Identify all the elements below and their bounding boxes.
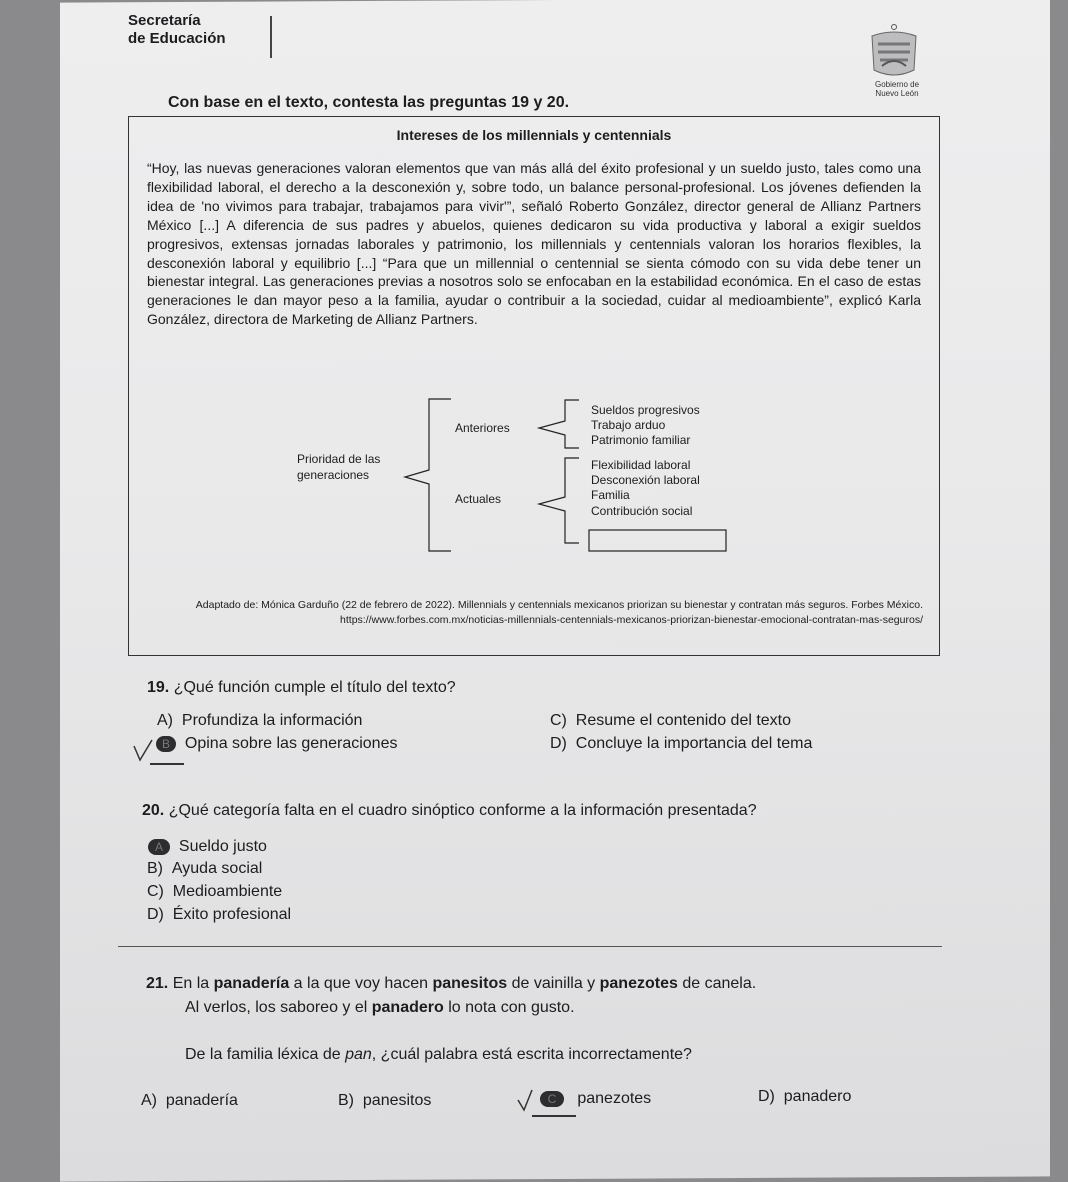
q21-option-a[interactable]: A) panadería (141, 1092, 238, 1109)
diagram-root-line1: Prioridad de las (297, 452, 381, 466)
diagram-main-brace (405, 399, 451, 551)
q20-option-a[interactable]: A Sueldo justo (148, 838, 267, 856)
q19-option-c[interactable]: C) Resume el contenido del texto (550, 712, 792, 729)
reading-box (128, 116, 940, 656)
question-19: 19. ¿Qué función cumple el título del texto? (147, 679, 456, 696)
q19-option-b[interactable]: B Opina sobre las generaciones (156, 735, 397, 753)
instruction: Con base en el texto, contesta las preguntas 19 y 20. (168, 94, 570, 111)
diagram-item: Contribución social (591, 504, 693, 518)
diagram-root-line2: generaciones (297, 468, 370, 482)
q20-option-b[interactable]: B) Ayuda social (147, 860, 263, 877)
section-divider (118, 946, 942, 947)
source-citation: Adaptado de: Mónica Garduño (22 de febrero de 2022). Millennials y centennials mexicanos priorizan su bienestar y contratan más seguros. Forbes México. https://www.forbes.com.mx/noticias-millennials-centennials-mexicanos-priorizan-bienestar-emocional-contratan-mas-seguros/ (195, 599, 923, 626)
diagram-brace-actuales (539, 458, 579, 543)
filled-bubble: C (540, 1091, 564, 1107)
diagram-item: Sueldos progresivos (591, 403, 700, 417)
question-20: 20. ¿Qué categoría falta en el cuadro sinóptico conforme a la información presentada? (142, 802, 757, 819)
diagram-brace-anteriores (539, 400, 579, 448)
diagram-item: Flexibilidad laboral (591, 458, 691, 472)
q21-option-d[interactable]: D) panadero (758, 1088, 852, 1105)
header-secretaria: Secretaría (128, 12, 201, 29)
state-seal-logo (858, 22, 928, 82)
logo-caption: Gobierno de Nuevo León (874, 80, 920, 98)
diagram-item: Trabajo arduo (591, 418, 666, 432)
diagram-group-actuales: Actuales (455, 492, 502, 506)
diagram-item: Desconexión laboral (591, 473, 700, 487)
q20-option-c[interactable]: C) Medioambiente (147, 883, 283, 900)
reading-paragraph: “Hoy, las nuevas generaciones valoran elementos que van más allá del éxito profesional y un sueldo justo, tales como una flexibilidad laboral, el derecho a la desconexión y, sobre todo, un balance personal-profesional. Los jóvenes defienden la idea de 'no vivimos para trabajar, trabajamos para vivir'”, señaló Roberto González, director general de Allianz Partners México [...] A diferencia de sus padres y abuelos, quienes dedicaron su vida productiva y laboral a exigir sueldos progresivos, extensas jornadas laborales y patrimonio, los millennials y centennials valoran los horarios flexibles, la desconexión laboral y equilibrio [...] “Para que un millennial o centennial se sienta cómodo con su vida debe tener un bienestar integral. Las generaciones previas a nosotros solo se enfocaban en la estabilidad económica. En el caso de estas generaciones le dan mayor peso a la familia, ayudar o contribuir a la sociedad, cuidar al medioambiente”, explicó Karla González, directora de Marketing de Allianz Partners. (147, 160, 921, 328)
checkmark-icon (128, 738, 188, 768)
diagram-empty-box (589, 530, 726, 551)
q19-option-a[interactable]: A) Profundiza la información (157, 712, 363, 729)
q20-option-d[interactable]: D) Éxito profesional (147, 906, 292, 923)
reading-title: Intereses de los millennials y centennials (396, 127, 672, 143)
question-21: 21. En la panadería a la que voy hacen panesitos de vainilla y panezotes de canela. (146, 975, 757, 992)
diagram-item: Patrimonio familiar (591, 433, 691, 447)
diagram-item: Familia (591, 488, 630, 502)
header-educacion: de Educación (128, 30, 226, 47)
q21-option-b[interactable]: B) panesitos (338, 1092, 432, 1109)
filled-bubble: B (156, 736, 176, 752)
header-divider (270, 16, 272, 58)
synoptic-chart (129, 117, 941, 657)
q21-option-c[interactable]: C panezotes (540, 1090, 651, 1108)
filled-bubble: A (148, 839, 170, 855)
q19-option-d[interactable]: D) Concluye la importancia del tema (550, 735, 813, 752)
question-21-prompt: De la familia léxica de pan, ¿cuál palabra está escrita incorrectamente? (185, 1046, 692, 1063)
checkmark-icon (512, 1086, 582, 1120)
question-21-line2: Al verlos, los saboreo y el panadero lo nota con gusto. (185, 999, 575, 1016)
diagram-group-anteriores: Anteriores (455, 421, 510, 435)
